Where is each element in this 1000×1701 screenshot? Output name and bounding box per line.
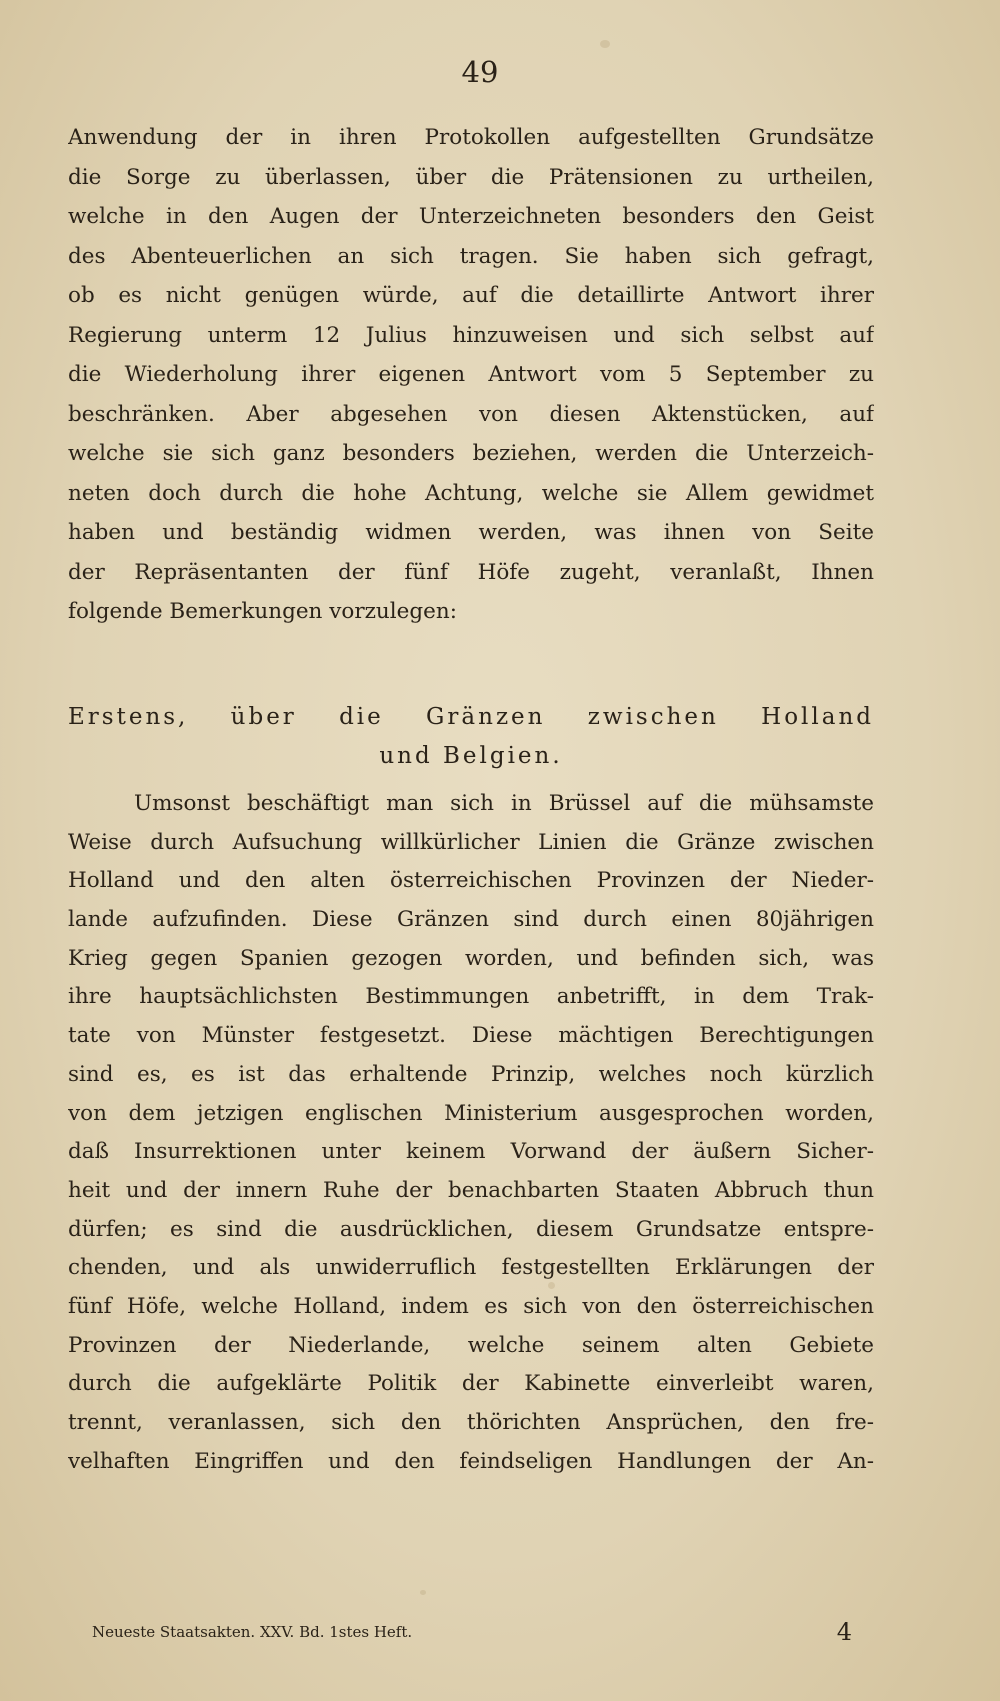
- heading-line: Erstens, über die Gränzen zwischen Holland: [68, 704, 874, 730]
- text-line: chenden, und als unwiderruflich festgestellten Erklärungen der: [68, 1255, 874, 1281]
- text-line: Anwendung der in ihren Protokollen aufgestellten Grundsätze: [68, 125, 874, 150]
- text-line: dürfen; es sind die ausdrücklichen, diesem Grundsatze entspre-: [68, 1216, 874, 1242]
- page-footer: [92, 1616, 882, 1648]
- text-line: neten doch durch die hohe Achtung, welche sie Allem gewidmet: [68, 480, 874, 506]
- text-line: Krieg gegen Spanien gezogen worden, und befinden sich, was: [68, 945, 874, 971]
- paper-spot: [420, 1590, 426, 1595]
- text-line: daß Insurrektionen unter keinem Vorwand der äußern Sicher-: [68, 1139, 874, 1165]
- text-line: Umsonst beschäftigt man sich in Brüssel auf die mühsamste: [134, 791, 874, 816]
- text-line: des Abenteuerlichen an sich tragen. Sie haben sich gefragt,: [68, 243, 874, 269]
- text-line: die Sorge zu überlassen, über die Prätensionen zu urtheilen,: [68, 164, 874, 190]
- text-line: die Wiederholung ihrer eigenen Antwort vom 5 September zu: [68, 362, 874, 387]
- text-line: Holland und den alten österreichischen Provinzen der Nieder-: [68, 868, 874, 894]
- paragraph-1: [68, 118, 874, 632]
- text-line: ihre hauptsächlichsten Bestimmungen anbetrifft, in dem Trak-: [68, 984, 874, 1010]
- section-heading: [68, 698, 874, 776]
- text-line: ob es nicht genügen würde, auf die detaillirte Antwort ihrer: [68, 283, 874, 308]
- text-line: durch die aufgeklärte Politik der Kabinette einverleibt waren,: [68, 1371, 874, 1397]
- text-line: welche sie sich ganz besonders beziehen, werden die Unterzeich-: [68, 441, 874, 466]
- heading-line: und Belgien.: [379, 743, 563, 769]
- text-line: welche in den Augen der Unterzeichneten besonders den Geist: [68, 204, 874, 229]
- text-line: haben und beständig widmen werden, was ihnen von Seite: [68, 520, 874, 545]
- text-line: fünf Höfe, welche Holland, indem es sich von den österreichischen: [68, 1293, 874, 1319]
- text-line: lande aufzufinden. Diese Gränzen sind durch einen 80jährigen: [68, 907, 874, 933]
- text-line: velhaften Eingriffen und den feindseligen Handlungen der An-: [68, 1448, 874, 1474]
- text-line: der Repräsentanten der fünf Höfe zugeht, veranlaßt, Ihnen: [68, 559, 874, 585]
- paper-spot: [600, 40, 610, 48]
- text-line: Weise durch Aufsuchung willkürlicher Linien die Gränze zwischen: [68, 829, 874, 855]
- page-number: 49: [461, 55, 499, 89]
- text-line: beschränken. Aber abgesehen von diesen Aktenstücken, auf: [68, 401, 874, 427]
- text-line: folgende Bemerkungen vorzulegen:: [68, 599, 457, 624]
- text-line: tate von Münster festgesetzt. Diese mächtigen Berechtigungen: [68, 1023, 874, 1049]
- text-line: Regierung unterm 12 Julius hinzuweisen und sich selbst auf: [68, 322, 874, 348]
- text-line: trennt, veranlassen, sich den thörichten Ansprüchen, den fre-: [68, 1410, 874, 1435]
- paragraph-2: [68, 785, 874, 1481]
- footer-signature: Neueste Staatsakten. XXV. Bd. 1stes Heft.: [92, 1623, 413, 1641]
- text-line: heit und der innern Ruhe der benachbarten Staaten Abbruch thun: [68, 1177, 874, 1203]
- text-line: Provinzen der Niederlande, welche seinem alten Gebiete: [68, 1332, 874, 1358]
- text-line: von dem jetzigen englischen Ministerium ausgesprochen worden,: [68, 1100, 874, 1126]
- text-line: sind es, es ist das erhaltende Prinzip, welches noch kürzlich: [68, 1061, 874, 1087]
- sheet-number: 4: [836, 1618, 852, 1646]
